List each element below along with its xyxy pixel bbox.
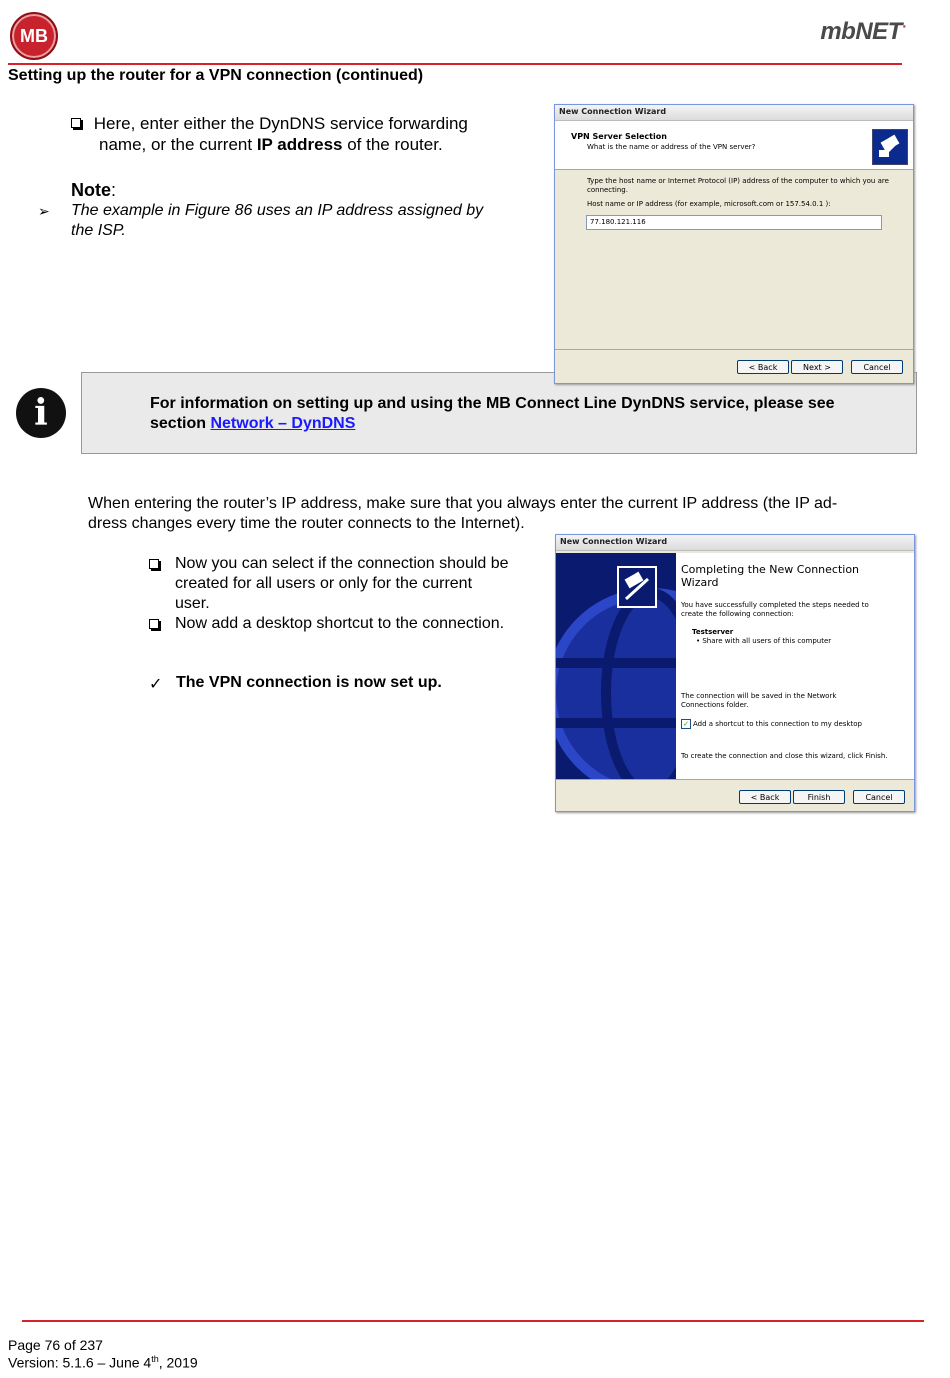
page-number: Page 76 of 237 [8, 1337, 103, 1353]
wizard2-saved-note [681, 692, 836, 710]
note-line1: The example in Figure 86 uses an IP address assigned by [71, 202, 484, 219]
info-text [150, 394, 910, 434]
wizard2-titlebar: New Connection Wizard [556, 535, 914, 551]
wizard2-saved-line2: Connections folder. [681, 701, 749, 709]
wizard1-instruction-line2: connecting. [587, 186, 628, 194]
wizard2-heading-line1: Completing the New Connection [681, 563, 860, 576]
bullet-list [149, 554, 549, 634]
check-icon: ✓ [149, 676, 163, 693]
wizard2-finish-note: To create the connection and close this wizard, click Finish. [681, 752, 888, 760]
wizard2-content [676, 553, 914, 779]
wizard2-intro-line2: create the following connection: [681, 610, 794, 618]
wizard1-next-button[interactable]: Next > [791, 360, 843, 374]
wizard2-cancel-button[interactable]: Cancel [853, 790, 905, 804]
completing-wizard-window [555, 534, 915, 812]
arrow-bullet-icon: ➢ [38, 203, 50, 219]
connection-detail-text: Share with all users of this computer [702, 637, 832, 645]
step1-bold: IP address [256, 135, 343, 154]
note-heading [71, 180, 116, 201]
wizard1-cancel-button[interactable]: Cancel [851, 360, 903, 374]
connection-detail: • Share with all users of this computer [696, 637, 832, 645]
shortcut-option [681, 719, 862, 729]
info-line1: For information on setting up and using the MB Connect Line DynDNS service, please see [150, 395, 835, 412]
step1-line1: Here, enter either the DynDNS service forwarding [89, 114, 468, 133]
brand-mark: · [901, 18, 906, 34]
bullet1-line3: user. [175, 595, 210, 612]
footer-rule [22, 1320, 924, 1322]
checkbox-bullet-icon [149, 619, 159, 629]
wizard2-sidebar [556, 553, 676, 779]
wizard2-finish-button[interactable]: Finish [793, 790, 845, 804]
bullet1-line1: Now you can select if the connection should be [175, 555, 509, 572]
note-line2: the ISP. [71, 222, 126, 239]
paragraph-line2: dress changes every time the router connects to the Internet). [88, 515, 525, 532]
mb-logo [10, 12, 58, 60]
paragraph-line1: When entering the router’s IP address, make sure that you always enter the current IP address (the IP ad- [88, 495, 838, 512]
version-info [8, 1354, 198, 1371]
brand-logo [820, 18, 906, 46]
wizard1-subheading: What is the name or address of the VPN server? [587, 143, 756, 151]
wizard1-header-panel [555, 121, 913, 170]
list-item [149, 554, 549, 614]
bullet2-line1: Now add a desktop shortcut to the connection. [175, 615, 505, 632]
logo-text: MB [20, 25, 48, 46]
page-title: Setting up the router for a VPN connection (continued) [8, 67, 424, 84]
note-label: Note [71, 180, 111, 200]
note-text [71, 201, 541, 241]
checkbox-bullet-icon [149, 559, 159, 569]
wizard2-intro [681, 601, 869, 619]
wizard1-field-label: Host name or IP address (for example, microsoft.com or 157.54.0.1 ): [587, 200, 831, 208]
version-sup: th [151, 1354, 159, 1364]
version-text: Version: 5.1.6 – June 4 [8, 1354, 152, 1371]
dyndns-link[interactable]: Network – DynDNS [210, 415, 356, 432]
result-text: The VPN connection is now set up. [176, 674, 442, 691]
shortcut-checkbox[interactable]: ✓ [681, 719, 691, 729]
info-line2: section [150, 415, 211, 432]
wizard1-back-button[interactable]: < Back [737, 360, 789, 374]
connection-name: Testserver [692, 628, 734, 636]
header-rule [8, 63, 902, 65]
wizard2-back-button[interactable]: < Back [739, 790, 791, 804]
wizard2-saved-line1: The connection will be saved in the Network [681, 692, 837, 700]
vpn-server-wizard-window [554, 104, 914, 384]
wizard1-divider [555, 349, 913, 350]
wizard2-divider [556, 779, 914, 780]
wizard2-heading [681, 563, 859, 589]
step-enter-address [71, 113, 541, 155]
info-icon: i [16, 388, 66, 438]
version-year: , 2019 [158, 1354, 198, 1371]
globe-icon [556, 553, 676, 779]
shortcut-label: Add a shortcut to this connection to my desktop [693, 720, 862, 728]
ip-address-paragraph [88, 494, 918, 534]
wizard2-intro-line1: You have successfully completed the steps needed to [681, 601, 869, 609]
wizard2-heading-line2: Wizard [681, 576, 719, 589]
step1-line2a: name, or the current [99, 135, 257, 154]
checkbox-bullet-icon [71, 118, 81, 128]
host-address-input[interactable]: 77.180.121.116 [586, 215, 882, 230]
wizard1-heading: VPN Server Selection [571, 132, 667, 141]
wizard1-titlebar: New Connection Wizard [555, 105, 913, 121]
note-colon: : [111, 180, 117, 200]
bullet1-line2: created for all users or only for the current [175, 575, 473, 592]
network-connection-icon [872, 129, 908, 165]
step1-line2c: of the router. [342, 135, 443, 154]
wizard1-instructions [587, 177, 897, 195]
list-item [149, 614, 549, 634]
brand-text: mbNET [820, 18, 902, 45]
wizard1-instruction-line1: Type the host name or Internet Protocol (IP) address of the computer to which you are [587, 177, 889, 185]
